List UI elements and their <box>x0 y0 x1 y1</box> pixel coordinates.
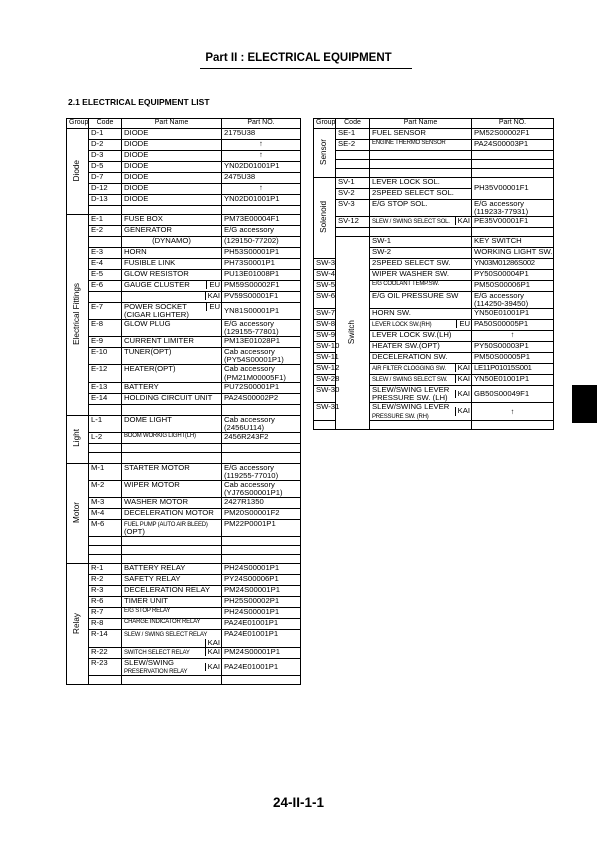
region-tag: KAI <box>205 648 221 656</box>
part-no-cell: PH24S00001P1 <box>222 608 301 619</box>
table-row <box>67 509 301 520</box>
code-cell: SW-8 <box>314 320 336 331</box>
code-cell: SW-11 <box>314 353 336 364</box>
code-cell: SW-28 <box>314 375 336 386</box>
part-name-cell: LEVER LOCK SOL. <box>370 178 472 189</box>
table-row <box>67 173 301 184</box>
part-name-cell: WASHER MOTOR <box>122 498 222 509</box>
part-name-cell: HORN SW. <box>370 309 472 320</box>
table-row <box>67 432 301 443</box>
code-cell: E-5 <box>89 270 122 281</box>
table-row <box>67 195 301 206</box>
part-name-cell: WORKING LIGHT SW. <box>472 248 554 259</box>
region-tag: KAI <box>205 663 221 671</box>
part-no-cell: PV59S00001F1 <box>222 292 301 303</box>
code-cell: R-23 <box>89 658 122 675</box>
part-no-cell: Cab accessory (YJ76S00001P1) <box>222 480 301 497</box>
group-diode <box>67 129 89 215</box>
title-underline <box>200 68 412 69</box>
table-row <box>67 162 301 173</box>
code-cell: D-2 <box>89 140 122 151</box>
part-name-cell: CURRENT LIMITER <box>122 337 222 348</box>
code-cell: SW-4 <box>314 270 336 281</box>
part-name-cell: TIMER UNIT <box>122 597 222 608</box>
part-name-cell: BATTERY RELAY <box>122 564 222 575</box>
code-cell: R-6 <box>89 597 122 608</box>
region-tag: KAI <box>455 375 471 383</box>
equipment-table-right <box>313 118 554 430</box>
code-cell: M-4 <box>89 509 122 520</box>
part-no-cell: PM13E01028P1 <box>222 337 301 348</box>
part-no-cell: E/G accessory (114250-39450) <box>472 292 554 309</box>
part-no-cell: Cab accessory (2456U114) <box>222 415 301 432</box>
code-cell: M-1 <box>89 463 122 480</box>
part-no-cell: E/G accessory <box>222 226 301 237</box>
part-no-cell: YN50E01001P1 <box>472 375 554 386</box>
region-tag: EU <box>206 303 221 311</box>
part-name-cell: SWITCH SELECT RELAY KAI <box>122 647 222 658</box>
table-row <box>67 215 301 226</box>
table-row <box>314 217 554 228</box>
code-cell: E-2 <box>89 226 122 237</box>
part-no-cell: PA24E01001P1 <box>222 630 301 647</box>
header-code: Code <box>336 119 370 129</box>
part-name-cell: BATTERY <box>122 382 222 393</box>
header-part-name: Part Name <box>122 119 222 129</box>
code-cell: D-7 <box>89 173 122 184</box>
part-no-cell: PY24S00006P1 <box>222 575 301 586</box>
part-name-cell: CHARGE INDICATOR RELAY <box>122 619 222 630</box>
part-name-cell: E/G STOP SOL. <box>370 200 472 217</box>
part-no-cell: PU72S00001P1 <box>222 382 301 393</box>
code-cell: E-4 <box>89 259 122 270</box>
table-row <box>67 647 301 658</box>
table-row <box>67 348 301 365</box>
region-tag: EU <box>456 320 471 328</box>
table-row <box>67 480 301 497</box>
group-label: Diode <box>72 159 82 182</box>
part-no-cell: PA24E01001P1 <box>222 619 301 630</box>
table-header-row <box>314 119 554 129</box>
part-name-cell: STARTER MOTOR <box>122 463 222 480</box>
code-cell: L-1 <box>89 415 122 432</box>
header-part-no: Part NO. <box>472 119 554 129</box>
part-name-cell: 2SPEED SELECT SW. <box>370 259 472 270</box>
table-row <box>314 178 554 189</box>
table-row <box>67 184 301 195</box>
part-no-cell: PM73E00004F1 <box>222 215 301 226</box>
code-cell: E-13 <box>89 382 122 393</box>
code-cell: SV-3 <box>336 200 370 217</box>
code-cell: E-6 <box>89 281 122 292</box>
code-cell: M-6 <box>89 520 122 537</box>
part-no-cell: 2456R243F2 <box>222 432 301 443</box>
part-no-cell: 2175U38 <box>222 129 301 140</box>
table-row <box>67 281 301 292</box>
table-row <box>67 248 301 259</box>
code-cell: E-14 <box>89 393 122 404</box>
region-tag: KAI <box>455 364 471 372</box>
part-no-cell: YN50E01001P1 <box>472 309 554 320</box>
part-no-cell: ↑ <box>222 140 301 151</box>
part-name-cell: DIODE <box>122 162 222 173</box>
part-no-cell: ↑ <box>472 331 554 342</box>
part-no-cell: ↑ <box>222 151 301 162</box>
code-cell: E-9 <box>89 337 122 348</box>
code-cell: SW-12 <box>314 364 336 375</box>
part-no-cell: PM50S00005P1 <box>472 353 554 364</box>
part-no-cell: ↑ <box>222 184 301 195</box>
page-title: Part II : ELECTRICAL EQUIPMENT <box>205 52 392 64</box>
code-cell: E-7 <box>89 303 122 320</box>
code-cell: SW-9 <box>314 331 336 342</box>
code-cell: M-3 <box>89 498 122 509</box>
part-no-cell: ↑ <box>472 403 554 420</box>
part-no-cell: YN02D01001P1 <box>222 195 301 206</box>
part-no-cell: 2475U38 <box>222 173 301 184</box>
header-group: Group <box>67 119 89 129</box>
part-name-cell: WIPER MOTOR <box>122 480 222 497</box>
table-row <box>67 129 301 140</box>
part-name-cell: SLEW/SWING LEVER KAI PRESSURE SW. (RH) <box>370 403 472 420</box>
table-row <box>314 129 554 140</box>
code-cell: M-2 <box>89 480 122 497</box>
part-name-cell: ENGINE THERMO SENSOR <box>370 140 472 151</box>
code-cell: SW-2 <box>370 248 472 259</box>
section-heading: 2.1 ELECTRICAL EQUIPMENT LIST <box>68 97 210 107</box>
part-no-cell: PM22P0001P1 <box>222 520 301 537</box>
part-name-cell: HEATER SW.(OPT) <box>370 342 472 353</box>
part-name-cell: SLEW/SWING LEVER KAI PRESSURE SW. (LH) <box>370 386 472 403</box>
part-name-cell: (DYNAMO) <box>122 237 222 248</box>
table-row <box>67 320 301 337</box>
code-cell: SV-1 <box>336 178 370 189</box>
part-name-cell: DOME LIGHT <box>122 415 222 432</box>
blank-row <box>314 151 554 160</box>
code-cell: SV-12 <box>336 217 370 228</box>
part-no-cell: PM24S00001P1 <box>222 586 301 597</box>
part-name-cell: DECELERATION MOTOR <box>122 509 222 520</box>
part-name-cell: POWER SOCKET EU (CIGAR LIGHTER) <box>122 303 222 320</box>
group-label: Motor <box>72 502 82 524</box>
blank-row <box>67 443 301 452</box>
region-tag: KAI <box>205 292 221 300</box>
group-label: Solenoid <box>319 201 329 233</box>
code-cell: R-14 <box>89 630 122 647</box>
part-name-cell <box>122 292 222 303</box>
part-name-cell: LEVER LOCK SW.(LH) <box>370 331 472 342</box>
part-name-cell: FUEL PUMP (AUTO AIR BLEED) (OPT) <box>122 520 222 537</box>
part-name-cell: BOOM WORKIG LIGHT(LH) <box>122 432 222 443</box>
part-no-cell: PY50S00004P1 <box>472 270 554 281</box>
region-tag: KAI <box>455 407 471 415</box>
table-row <box>67 237 301 248</box>
group-motor <box>67 463 89 564</box>
table-row <box>67 226 301 237</box>
part-no-cell: PM52S00002F1 <box>472 129 554 140</box>
blank-row <box>67 676 301 685</box>
table-row <box>67 415 301 432</box>
code-cell: SW-3 <box>314 259 336 270</box>
code-cell: R-2 <box>89 575 122 586</box>
table-row <box>67 259 301 270</box>
table-row <box>67 575 301 586</box>
part-name-cell: DIODE <box>122 140 222 151</box>
blank-row <box>67 537 301 546</box>
part-name-cell: DIODE <box>122 173 222 184</box>
part-no-cell: PH53S00001P1 <box>222 248 301 259</box>
table-header-row <box>67 119 301 129</box>
part-name-cell: FUSIBLE LINK <box>122 259 222 270</box>
header-part-name: Part Name <box>370 119 472 129</box>
table-row <box>67 619 301 630</box>
section-tab-marker <box>572 385 597 423</box>
code-cell: SW-1 <box>370 237 472 248</box>
part-no-cell: PU13E01008P1 <box>222 270 301 281</box>
group-label: Electrical Fittings <box>72 282 82 345</box>
part-name-cell: E/G OIL PRESSURE SW <box>370 292 472 309</box>
code-cell: SE-2 <box>336 140 370 151</box>
table-row <box>67 303 301 320</box>
region-tag: KAI <box>205 639 221 647</box>
code-cell: D-5 <box>89 162 122 173</box>
part-no-cell: YN03M01286S002 <box>472 259 554 270</box>
group-solenoid <box>314 178 336 259</box>
part-name-cell: SAFETY RELAY <box>122 575 222 586</box>
code-cell: D-1 <box>89 129 122 140</box>
part-no-cell: PM24S00001P1 <box>222 647 301 658</box>
part-name-cell: DIODE <box>122 151 222 162</box>
part-no-cell: YN81S00001P1 <box>222 303 301 320</box>
part-no-cell: PY50S00003P1 <box>472 342 554 353</box>
code-cell: D-3 <box>89 151 122 162</box>
part-name-cell: GLOW RESISTOR <box>122 270 222 281</box>
table-row <box>67 292 301 303</box>
group-switch <box>336 237 370 430</box>
part-no-cell: Cab accessory (PM21M00005F1) <box>222 365 301 382</box>
code-cell: SW-5 <box>314 281 336 292</box>
code-cell: E-3 <box>89 248 122 259</box>
part-name-cell: HOLDING CIRCUIT UNIT <box>122 393 222 404</box>
group-electrical-fittings <box>67 215 89 416</box>
part-no-cell: PM50S00006P1 <box>472 281 554 292</box>
part-no-cell: E/G accessory (119233-77931) <box>472 200 554 217</box>
table-row <box>67 393 301 404</box>
code-cell: L-2 <box>89 432 122 443</box>
part-name-cell: FUEL SENSOR <box>370 129 472 140</box>
page-number: 24-II-1-1 <box>272 795 325 810</box>
part-name-cell: FUSE BOX <box>122 215 222 226</box>
table-row <box>67 337 301 348</box>
part-name-cell: 2SPEED SELECT SOL. <box>370 189 472 200</box>
part-no-cell: PH35V00001F1 <box>472 178 554 200</box>
table-row <box>67 365 301 382</box>
header-code: Code <box>89 119 122 129</box>
table-row <box>314 140 554 151</box>
table-row <box>314 200 554 217</box>
part-name-cell: GAUGE CLUSTER EU <box>122 281 222 292</box>
table-row <box>67 658 301 675</box>
table-row <box>67 270 301 281</box>
table-row <box>67 564 301 575</box>
equipment-table-left <box>66 118 301 685</box>
code-cell: SW-7 <box>314 309 336 320</box>
header-part-no: Part NO. <box>222 119 301 129</box>
part-name-cell: SLEW/SWING KAI PRESERVATION RELAY <box>122 658 222 675</box>
part-name-cell: GLOW PLUG <box>122 320 222 337</box>
group-light <box>67 415 89 463</box>
part-name-cell: HEATER(OPT) <box>122 365 222 382</box>
table-row <box>67 630 301 647</box>
part-no-cell: E/G accessory (129155-77801) <box>222 320 301 337</box>
part-name-cell: E/G COOLANT TEMP.SW. <box>370 281 472 292</box>
part-no-cell: Cab accessory (PY54S00001P1) <box>222 348 301 365</box>
table-row <box>67 608 301 619</box>
code-cell: SW-6 <box>314 292 336 309</box>
table-row <box>67 382 301 393</box>
code-cell: R-8 <box>89 619 122 630</box>
region-tag: KAI <box>455 390 471 398</box>
code-cell: R-1 <box>89 564 122 575</box>
part-no-cell: GB50S00049F1 <box>472 386 554 403</box>
table-row <box>67 520 301 537</box>
part-name-cell: DECELERATION SW. <box>370 353 472 364</box>
table-row <box>67 597 301 608</box>
part-name-cell: SLEW / SWING SELECT RELAY KAI <box>122 630 222 647</box>
part-name-cell: HORN <box>122 248 222 259</box>
part-name-cell: WIPER WASHER SW. <box>370 270 472 281</box>
blank-row <box>314 160 554 169</box>
code-cell: SW-10 <box>314 342 336 353</box>
part-name-cell: DIODE <box>122 195 222 206</box>
part-no-cell: PH25S00002P1 <box>222 597 301 608</box>
group-label: Light <box>72 429 82 448</box>
part-name-cell: KEY SWITCH <box>472 237 554 248</box>
table-row <box>67 140 301 151</box>
code-cell: E-8 <box>89 320 122 337</box>
part-no-cell: E/G accessory (119255-77010) <box>222 463 301 480</box>
group-label: Relay <box>72 612 82 634</box>
part-name-cell: DECELERATION RELAY <box>122 586 222 597</box>
part-name-cell: TUNER(OPT) <box>122 348 222 365</box>
code-cell: E-10 <box>89 348 122 365</box>
group-label: Switch <box>347 319 357 345</box>
code-cell: D-12 <box>89 184 122 195</box>
header-group: Group <box>314 119 336 129</box>
code-cell: E-1 <box>89 215 122 226</box>
part-no-cell: PA24S00002P2 <box>222 393 301 404</box>
part-name-cell: DIODE <box>122 129 222 140</box>
code-cell: R-7 <box>89 608 122 619</box>
code-cell: D-13 <box>89 195 122 206</box>
part-name-cell: SLEW / SWING SELECT SOL. KAI <box>370 217 472 228</box>
blank-row <box>67 452 301 463</box>
part-name-cell: SLEW / SWING SELECT SW. KAI <box>370 375 472 386</box>
code-cell: E-12 <box>89 365 122 382</box>
part-no-cell: PA50S00005P1 <box>472 320 554 331</box>
part-no-cell: LE11P01015S001 <box>472 364 554 375</box>
code-cell: R-3 <box>89 586 122 597</box>
part-name-cell: LEVER LOCK SW.(RH) EU <box>370 320 472 331</box>
table-row <box>314 237 554 248</box>
part-no-cell: PM59S00002F1 <box>222 281 301 292</box>
blank-row <box>67 546 301 555</box>
code-cell: SE-1 <box>336 129 370 140</box>
part-no-cell: 2427R1350 <box>222 498 301 509</box>
part-no-cell: PA24E01001P1 <box>222 658 301 675</box>
region-tag: KAI <box>455 217 471 225</box>
code-cell: R-22 <box>89 647 122 658</box>
code-cell: SW-31 <box>314 403 336 420</box>
group-label: Sensor <box>319 138 329 165</box>
part-no-cell: YN02D01001P1 <box>222 162 301 173</box>
table-row <box>67 463 301 480</box>
part-no-cell: (129150-77202) <box>222 237 301 248</box>
part-name-cell: AIR FILTER CLOGGING SW. KAI <box>370 364 472 375</box>
part-name-cell: GENERATOR <box>122 226 222 237</box>
group-relay <box>67 564 89 685</box>
part-no-cell: PM20S00001F2 <box>222 509 301 520</box>
part-no-cell: PE35V00001F1 <box>472 217 554 228</box>
blank-row <box>67 404 301 415</box>
table-row <box>67 151 301 162</box>
part-name-cell: DIODE <box>122 184 222 195</box>
part-no-cell: PH73S0001P1 <box>222 259 301 270</box>
part-name-cell: E/G STOP RELAY <box>122 608 222 619</box>
part-no-cell: PA24S00003P1 <box>472 140 554 151</box>
code-cell: SW-30 <box>314 386 336 403</box>
region-tag: EU <box>206 281 221 289</box>
table-row <box>67 498 301 509</box>
code-cell: SV-2 <box>336 189 370 200</box>
part-no-cell: PH24S00001P1 <box>222 564 301 575</box>
table-row <box>67 586 301 597</box>
group-sensor <box>314 129 336 178</box>
